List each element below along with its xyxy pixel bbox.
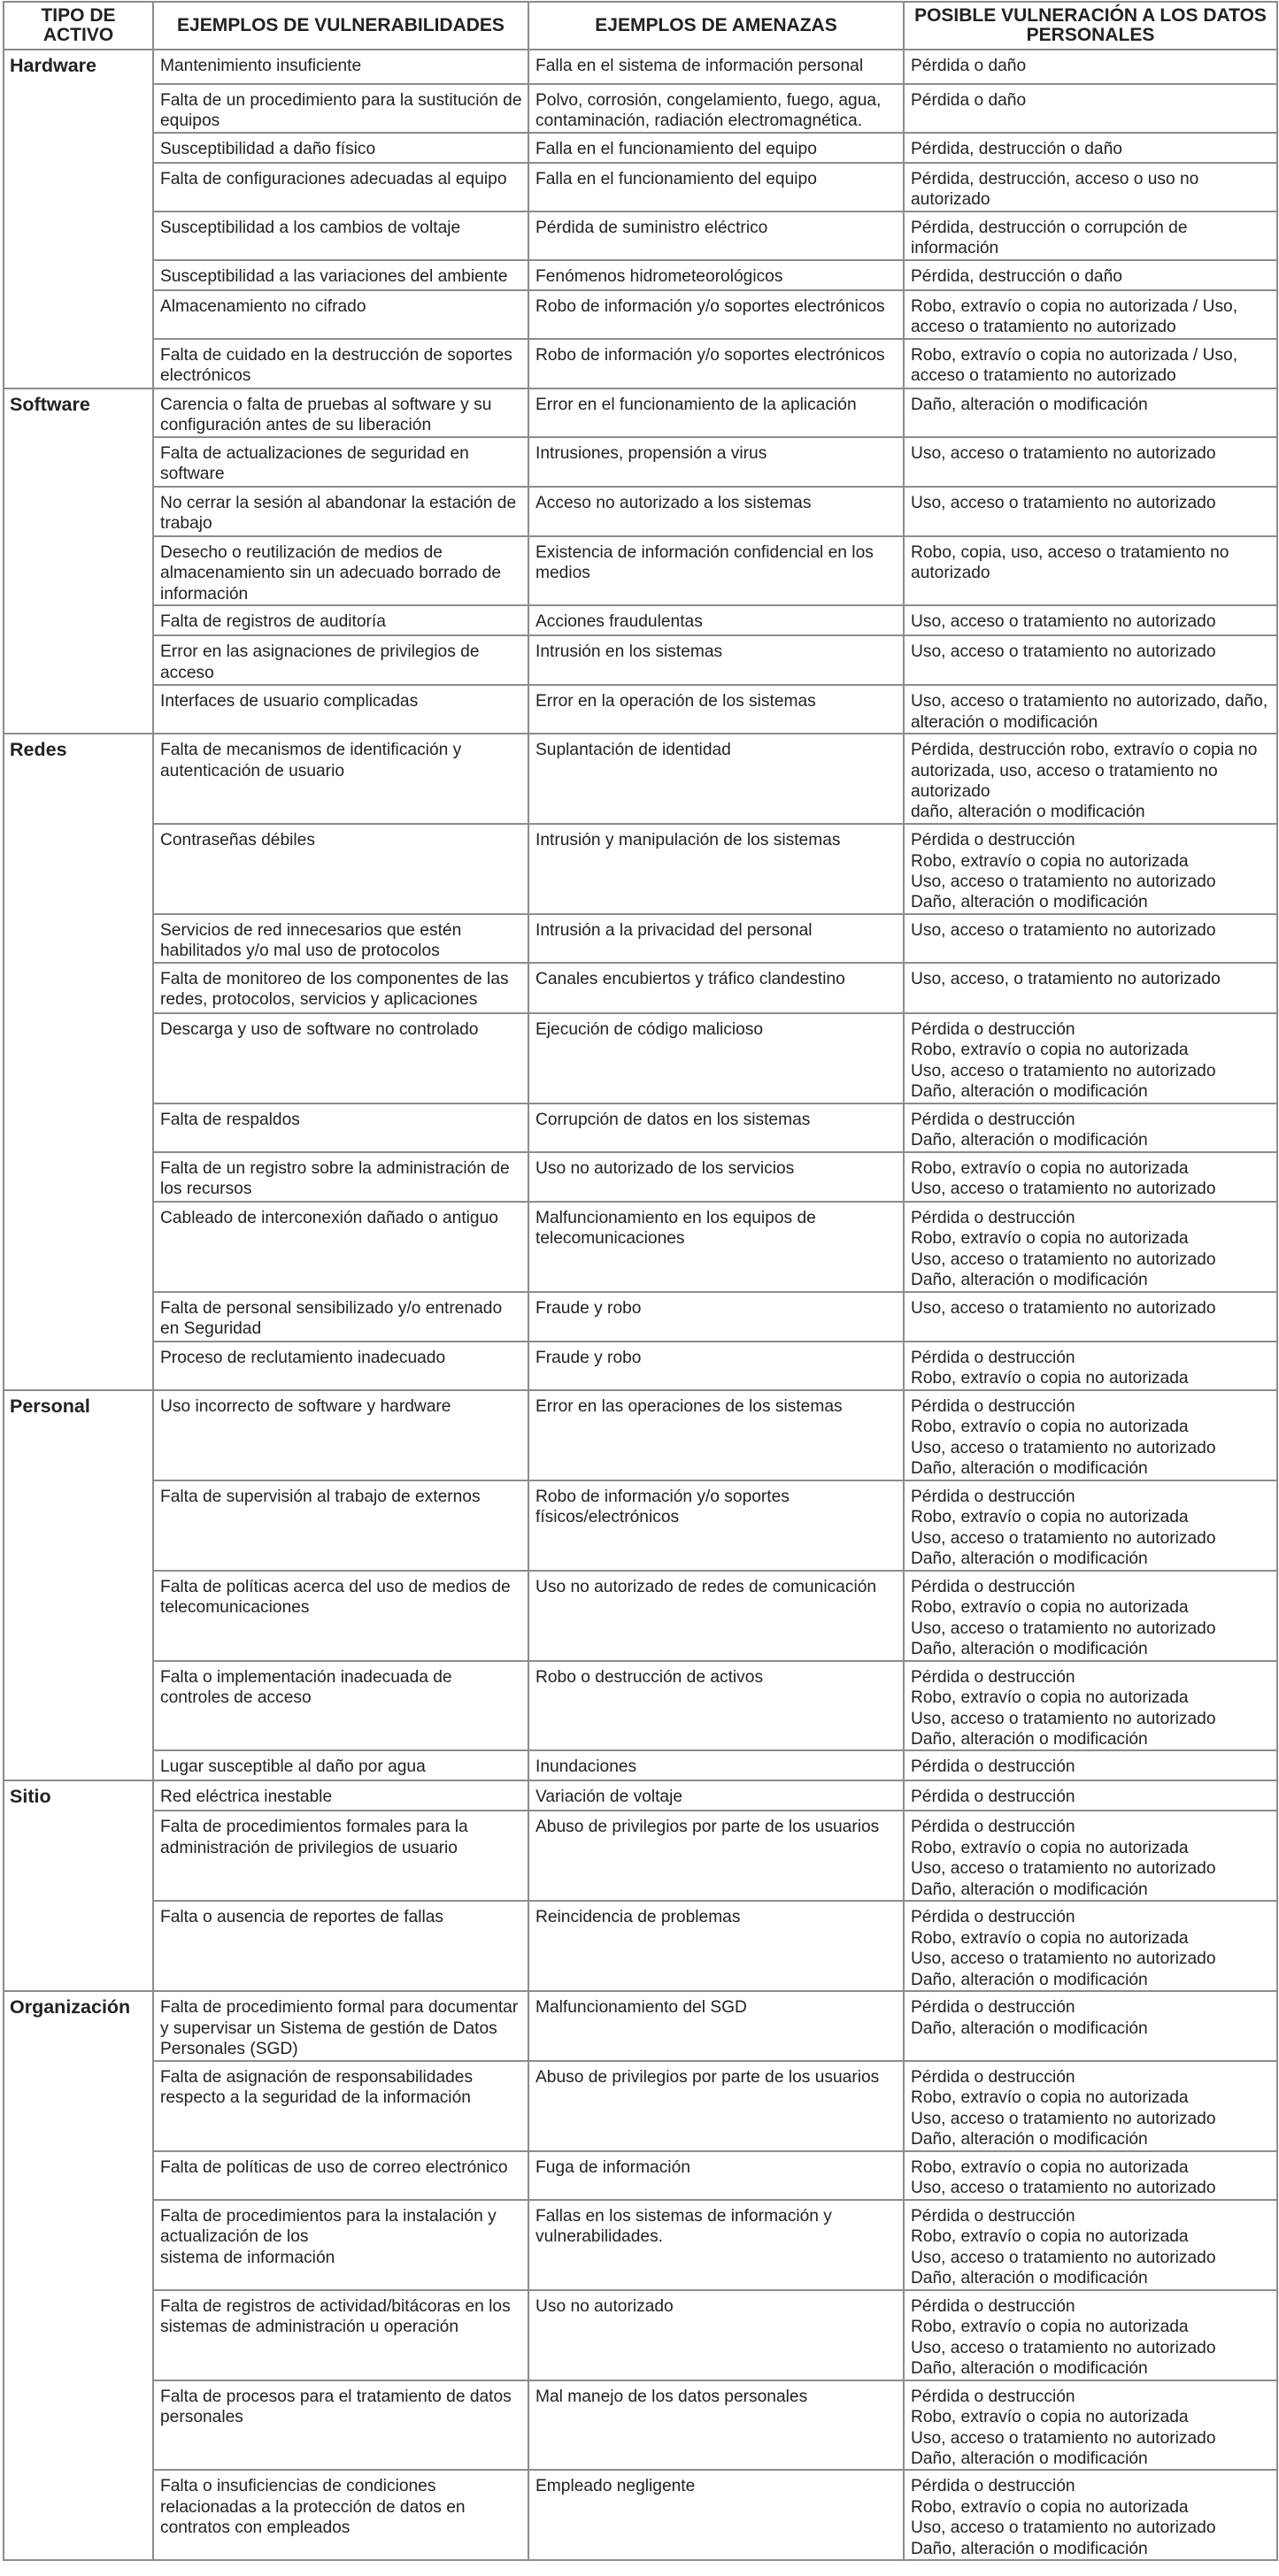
impact-line: Uso, acceso o tratamiento no autorizado, daño, alteración o modificación	[911, 692, 1268, 732]
impact-cell	[904, 388, 1277, 437]
table-row	[4, 1152, 1277, 1202]
impact-line: Robo, extravío o copia no autorizada	[911, 1158, 1189, 1178]
impact-cell	[904, 963, 1277, 1013]
threat-cell: Fallas en los sistemas de información y vulnerabilidades.	[528, 2200, 904, 2290]
vulnerability-cell: Servicios de red innecesarios que estén habilitados y/o mal uso de protocolos	[153, 914, 528, 963]
impact-cell	[904, 1750, 1277, 1780]
threat-cell: Uso no autorizado	[528, 2290, 904, 2380]
threat-cell: Pérdida de suministro eléctrico	[528, 211, 904, 260]
table-row	[4, 635, 1277, 685]
table-row	[4, 2380, 1277, 2471]
impact-line: Pérdida o daño	[911, 91, 1027, 110]
threat-cell: Robo de información y/o soportes físicos/electrónicos	[528, 1480, 904, 1571]
impact-cell	[904, 2470, 1277, 2560]
threat-cell: Intrusiones, propensión a virus	[528, 437, 904, 487]
vulnerability-cell: Falta de un registro sobre la administración de los recursos	[153, 1152, 528, 1202]
impact-line: Uso, acceso o tratamiento no autorizado	[911, 494, 1216, 512]
vulnerability-cell: Falta de personal sensibilizado y/o entrenado en Seguridad	[153, 1292, 528, 1342]
vulnerability-cell: Susceptibilidad a los cambios de voltaje	[153, 211, 528, 260]
impact-line: Robo, extravío o copia no autorizada	[911, 1598, 1189, 1618]
threat-cell: Abuso de privilegios por parte de los usuarios	[528, 1811, 904, 1901]
impact-line: Pérdida o destrucción	[911, 1348, 1075, 1367]
table-row	[4, 963, 1277, 1013]
vulnerability-cell: Red eléctrica inestable	[153, 1780, 528, 1811]
table-row	[4, 914, 1277, 963]
impact-cell	[904, 2200, 1277, 2290]
impact-line: Uso, acceso o tratamiento no autorizado	[911, 1949, 1216, 1969]
impact-line: Robo, extravío o copia no autorizada / Uso, acceso o tratamiento no autorizado	[911, 297, 1238, 337]
threat-cell: Inundaciones	[528, 1750, 904, 1780]
impact-line: Daño, alteración o modificación	[911, 1459, 1148, 1479]
impact-line: Uso, acceso o tratamiento no autorizado	[911, 1709, 1216, 1728]
impact-line: Robo, extravío o copia no autorizada	[911, 2088, 1189, 2108]
threat-cell: Acciones fraudulentas	[528, 605, 904, 635]
impact-line: Daño, alteración o modificación	[911, 2268, 1148, 2288]
vulnerability-cell: Cableado de interconexión dañado o antiguo	[153, 1202, 528, 1292]
impact-line: Uso, acceso o tratamiento no autorizado	[911, 2109, 1216, 2128]
vulnerability-cell: Susceptibilidad a las variaciones del ambiente	[153, 260, 528, 290]
threat-cell: Mal manejo de los datos personales	[528, 2380, 904, 2471]
impact-line: Robo, extravío o copia no autorizada	[911, 851, 1189, 871]
vulnerability-cell: Contraseñas débiles	[153, 824, 528, 914]
threat-cell: Fraude y robo	[528, 1292, 904, 1342]
impact-cell	[904, 1780, 1277, 1811]
vulnerability-cell: Falta de asignación de responsabilidades respecto a la seguridad de la información	[153, 2061, 528, 2151]
asset-type-cell: Organización	[4, 1991, 153, 2560]
threat-cell: Corrupción de datos en los sistemas	[528, 1103, 904, 1152]
impact-line: Robo, copia, uso, acceso o tratamiento no autorizado	[911, 543, 1229, 583]
impact-cell	[904, 50, 1277, 84]
impact-cell	[904, 605, 1277, 635]
impact-line: Pérdida o destrucción	[911, 1667, 1075, 1687]
impact-line: Daño, alteración o modificación	[911, 1970, 1148, 1989]
impact-cell	[904, 211, 1277, 260]
table-row	[4, 685, 1277, 734]
vulnerability-cell: Lugar susceptible al daño por agua	[153, 1750, 528, 1780]
vulnerability-cell: Interfaces de usuario complicadas	[153, 685, 528, 734]
header-row	[4, 2, 1277, 50]
impact-line: Uso, acceso o tratamiento no autorizado	[911, 2338, 1216, 2357]
impact-cell	[904, 1292, 1277, 1342]
impact-line: Uso, acceso o tratamiento no autorizado	[911, 873, 1216, 892]
vulnerability-cell: Falta de mecanismos de identificación y autenticación de usuario	[153, 734, 528, 824]
table-row	[4, 1342, 1277, 1390]
impact-line: Uso, acceso o tratamiento no autorizado	[911, 2179, 1216, 2198]
table-row	[4, 163, 1277, 211]
threat-cell: Malfuncionamiento en los equipos de telecomunicaciones	[528, 1202, 904, 1292]
impact-line: Uso, acceso o tratamiento no autorizado	[911, 920, 1216, 940]
vulnerability-cell: Susceptibilidad a daño físico	[153, 133, 528, 163]
vulnerability-cell: Falta de cuidado en la destrucción de soportes electrónicos	[153, 339, 528, 388]
impact-line: Daño, alteración o modificación	[911, 1082, 1148, 1102]
impact-cell	[904, 290, 1277, 339]
threat-cell: Uso no autorizado de los servicios	[528, 1152, 904, 1202]
impact-line: Pérdida, destrucción robo, extravío o copia no autorizada, uso, acceso o tratamiento no autorizado	[911, 741, 1258, 802]
impact-cell	[904, 2061, 1277, 2151]
impact-line: Pérdida o destrucción	[911, 1788, 1075, 1807]
vulnerability-cell: Descarga y uso de software no controlado	[153, 1013, 528, 1103]
asset-type-cell: Hardware	[4, 50, 153, 388]
header-personal-data-breach: POSIBLE VULNERACIÓN A LOS DATOS PERSONALES	[904, 2, 1277, 50]
threat-cell: Ejecución de código malicioso	[528, 1013, 904, 1103]
vulnerability-cell: Falta de registros de auditoría	[153, 605, 528, 635]
impact-line: Uso, acceso o tratamiento no autorizado	[911, 1528, 1216, 1548]
impact-cell	[904, 685, 1277, 734]
impact-line: Pérdida o destrucción	[911, 1208, 1075, 1227]
vulnerability-cell: Falta de configuraciones adecuadas al equipo	[153, 163, 528, 211]
vulnerability-cell: Falta de procedimiento formal para documentar y supervisar un Sistema de gestión de Datos Personales (SGD)	[153, 1991, 528, 2060]
impact-line: Pérdida o destrucción	[911, 2477, 1075, 2496]
vulnerability-cell: Almacenamiento no cifrado	[153, 290, 528, 339]
impact-cell	[904, 1390, 1277, 1480]
table-row	[4, 1480, 1277, 1571]
impact-line: Pérdida o destrucción	[911, 2206, 1075, 2226]
impact-cell	[904, 734, 1277, 824]
header-threat-examples: EJEMPLOS DE AMENAZAS	[528, 2, 904, 50]
threat-cell: Falla en el sistema de información personal	[528, 50, 904, 84]
impact-line: Daño, alteración o modificación	[911, 2019, 1148, 2038]
threat-cell: Fuga de información	[528, 2151, 904, 2200]
impact-line: Daño, alteración o modificación	[911, 396, 1148, 414]
threat-cell: Robo de información y/o soportes electrónicos	[528, 339, 904, 388]
impact-line: Robo, extravío o copia no autorizada	[911, 1508, 1189, 1527]
table-row	[4, 605, 1277, 635]
impact-cell	[904, 1152, 1277, 1202]
threat-cell: Intrusión a la privacidad del personal	[528, 914, 904, 963]
impact-line: Pérdida o destrucción	[911, 1110, 1075, 1129]
impact-line: Daño, alteración o modificación	[911, 1880, 1148, 1899]
impact-cell	[904, 1661, 1277, 1751]
threat-cell: Error en las operaciones de los sistemas	[528, 1390, 904, 1480]
impact-cell	[904, 1480, 1277, 1571]
impact-line: Uso, acceso o tratamiento no autorizado	[911, 2248, 1216, 2267]
impact-cell	[904, 635, 1277, 685]
threat-cell: Canales encubiertos y tráfico clandestino	[528, 963, 904, 1013]
impact-line: Robo, extravío o copia no autorizada	[911, 2408, 1189, 2427]
impact-cell	[904, 1571, 1277, 1661]
impact-line: Pérdida o destrucción	[911, 1019, 1075, 1039]
impact-line: Daño, alteración o modificación	[911, 1549, 1148, 1569]
vulnerability-cell: Falta de registros de actividad/bitácoras en los sistemas de administración u operación	[153, 2290, 528, 2380]
vulnerability-cell: Mantenimiento insuficiente	[153, 50, 528, 84]
vulnerability-cell: Falta o insuficiencias de condiciones relacionadas a la protección de datos en contratos con empleados	[153, 2470, 528, 2560]
vulnerability-line: Falta de procedimientos para la instalación y actualización de los	[160, 2206, 497, 2247]
threat-cell: Polvo, corrosión, congelamiento, fuego, agua, contaminación, radiación electromagnética.	[528, 84, 904, 133]
impact-line: Uso, acceso o tratamiento no autorizado	[911, 1250, 1216, 1269]
table-row	[4, 2151, 1277, 2200]
impact-line: Uso, acceso o tratamiento no autorizado	[911, 642, 1216, 662]
table-row	[4, 1292, 1277, 1342]
impact-line: Robo, extravío o copia no autorizada	[911, 2227, 1189, 2247]
vulnerability-line: sistema de información	[160, 2248, 335, 2267]
impact-cell	[904, 1013, 1277, 1103]
impact-line: Pérdida o destrucción	[911, 1998, 1075, 2018]
impact-line: daño, alteración o modificación	[911, 803, 1145, 822]
threat-cell: Error en la operación de los sistemas	[528, 685, 904, 734]
impact-line: Pérdida o daño	[911, 57, 1027, 75]
vulnerability-cell: Proceso de reclutamiento inadecuado	[153, 1342, 528, 1390]
impact-line: Uso, acceso o tratamiento no autorizado	[911, 1298, 1216, 1318]
threat-cell: Existencia de información confidencial en los medios	[528, 536, 904, 605]
impact-cell	[904, 1901, 1277, 1991]
vulnerability-cell: Uso incorrecto de software y hardware	[153, 1390, 528, 1480]
asset-type-cell: Software	[4, 388, 153, 734]
impact-line: Pérdida, destrucción o daño	[911, 267, 1122, 286]
table-row	[4, 2290, 1277, 2380]
table-row	[4, 1901, 1277, 1991]
vulnerability-cell: Falta de un procedimiento para la sustitución de equipos	[153, 84, 528, 133]
table-row	[4, 536, 1277, 605]
vulnerabilities-table	[3, 1, 1278, 2561]
table-row	[4, 388, 1277, 437]
impact-line: Uso, acceso o tratamiento no autorizado	[911, 2518, 1216, 2538]
impact-line: Uso, acceso o tratamiento no autorizado	[911, 1859, 1216, 1879]
threat-cell: Falla en el funcionamiento del equipo	[528, 133, 904, 163]
impact-cell	[904, 163, 1277, 211]
table-row	[4, 2470, 1277, 2560]
impact-line: Daño, alteración o modificación	[911, 2449, 1148, 2468]
table-row	[4, 339, 1277, 388]
table-row	[4, 1013, 1277, 1103]
impact-cell	[904, 1103, 1277, 1152]
impact-line: Uso, acceso o tratamiento no autorizado	[911, 1180, 1216, 1199]
header-asset-type: TIPO DE ACTIVO	[4, 2, 153, 50]
threat-cell: Fraude y robo	[528, 1342, 904, 1390]
vulnerability-cell: Falta o implementación inadecuada de controles de acceso	[153, 1661, 528, 1751]
impact-line: Robo, extravío o copia no autorizada	[911, 1418, 1189, 1437]
table-row	[4, 211, 1277, 260]
table-row	[4, 437, 1277, 487]
impact-cell	[904, 1991, 1277, 2060]
impact-line: Uso, acceso o tratamiento no autorizado	[911, 2428, 1216, 2448]
table-row	[4, 1750, 1277, 1780]
table-row	[4, 487, 1277, 536]
threat-cell: Robo o destrucción de activos	[528, 1661, 904, 1751]
table-row	[4, 1991, 1277, 2060]
impact-line: Pérdida o destrucción	[911, 1396, 1075, 1416]
impact-cell	[904, 437, 1277, 487]
table-row	[4, 84, 1277, 133]
threat-cell: Abuso de privilegios por parte de los usuarios	[528, 2061, 904, 2151]
table-row	[4, 1103, 1277, 1152]
threat-cell: Uso no autorizado de redes de comunicación	[528, 1571, 904, 1661]
impact-line: Pérdida o destrucción	[911, 1818, 1075, 1837]
impact-cell	[904, 84, 1277, 133]
threat-cell: Acceso no autorizado a los sistemas	[528, 487, 904, 536]
asset-type-cell: Personal	[4, 1390, 153, 1781]
impact-line: Pérdida o destrucción	[911, 1487, 1075, 1506]
impact-line: Robo, extravío o copia no autorizada	[911, 2497, 1189, 2517]
impact-cell	[904, 2380, 1277, 2471]
impact-line: Robo, extravío o copia no autorizada	[911, 1838, 1189, 1857]
impact-cell	[904, 824, 1277, 914]
table-row	[4, 260, 1277, 290]
impact-line: Uso, acceso o tratamiento no autorizado	[911, 612, 1216, 632]
impact-line: Daño, alteración o modificación	[911, 1730, 1148, 1749]
vulnerability-cell: Falta de políticas de uso de correo electrónico	[153, 2151, 528, 2200]
table-row	[4, 1202, 1277, 1292]
table-row	[4, 1390, 1277, 1480]
impact-line: Pérdida o destrucción	[911, 2296, 1075, 2316]
impact-line: Uso, acceso o tratamiento no autorizado	[911, 1061, 1216, 1080]
impact-cell	[904, 2290, 1277, 2380]
impact-line: Pérdida, destrucción o corrupción de información	[911, 219, 1188, 258]
impact-cell	[904, 133, 1277, 163]
impact-line: Robo, extravío o copia no autorizada	[911, 1928, 1189, 1948]
vulnerability-cell: Falta de monitoreo de los componentes de las redes, protocolos, servicios y aplicaciones	[153, 963, 528, 1013]
impact-cell	[904, 914, 1277, 963]
impact-line: Pérdida o destrucción	[911, 1757, 1075, 1777]
impact-line: Robo, extravío o copia no autorizada	[911, 1688, 1189, 1708]
impact-line: Daño, alteración o modificación	[911, 1271, 1148, 1290]
vulnerability-cell: Falta de supervisión al trabajo de externos	[153, 1480, 528, 1571]
impact-cell	[904, 260, 1277, 290]
threat-cell: Error en el funcionamiento de la aplicación	[528, 388, 904, 437]
impact-line: Robo, extravío o copia no autorizada	[911, 1229, 1189, 1249]
impact-line: Daño, alteración o modificación	[911, 2358, 1148, 2378]
threat-cell: Fenómenos hidrometeorológicos	[528, 260, 904, 290]
table-row	[4, 2200, 1277, 2290]
impact-cell	[904, 2151, 1277, 2200]
impact-line: Daño, alteración o modificación	[911, 893, 1148, 912]
impact-line: Uso, acceso o tratamiento no autorizado	[911, 444, 1216, 463]
impact-cell	[904, 1202, 1277, 1292]
impact-line: Daño, alteración o modificación	[911, 2129, 1148, 2149]
threat-cell: Intrusión en los sistemas	[528, 635, 904, 685]
impact-line: Uso, acceso o tratamiento no autorizado	[911, 1438, 1216, 1457]
impact-cell	[904, 339, 1277, 388]
asset-type-cell: Sitio	[4, 1780, 153, 1991]
impact-line: Uso, acceso o tratamiento no autorizado	[911, 1619, 1216, 1638]
table-row	[4, 290, 1277, 339]
table-row	[4, 50, 1277, 84]
vulnerability-cell: Falta de procesos para el tratamiento de datos personales	[153, 2380, 528, 2471]
impact-line: Robo, extravío o copia no autorizada	[911, 1369, 1189, 1388]
impact-line: Pérdida o destrucción	[911, 2387, 1075, 2406]
vulnerability-cell: Falta de respaldos	[153, 1103, 528, 1152]
impact-line: Robo, extravío o copia no autorizada	[911, 1041, 1189, 1060]
table-row	[4, 133, 1277, 163]
impact-line: Pérdida, destrucción, acceso o uso no autorizado	[911, 170, 1199, 210]
table-row	[4, 2061, 1277, 2151]
table-row	[4, 1571, 1277, 1661]
threat-cell: Intrusión y manipulación de los sistemas	[528, 824, 904, 914]
vulnerability-cell: No cerrar la sesión al abandonar la estación de trabajo	[153, 487, 528, 536]
table-row	[4, 734, 1277, 824]
threat-cell: Suplantación de identidad	[528, 734, 904, 824]
impact-line: Daño, alteración o modificación	[911, 1640, 1148, 1659]
asset-type-cell: Redes	[4, 734, 153, 1390]
vulnerability-cell: Desecho o reutilización de medios de almacenamiento sin un adecuado borrado de información	[153, 536, 528, 605]
threat-cell: Variación de voltaje	[528, 1780, 904, 1811]
vulnerability-cell: Carencia o falta de pruebas al software y su configuración antes de su liberación	[153, 388, 528, 437]
vulnerability-cell: Error en las asignaciones de privilegios de acceso	[153, 635, 528, 685]
impact-line: Pérdida o destrucción	[911, 2067, 1075, 2087]
table-row	[4, 1811, 1277, 1901]
impact-line: Daño, alteración o modificación	[911, 2539, 1148, 2558]
vulnerability-cell: Falta de políticas acerca del uso de medios de telecomunicaciones	[153, 1571, 528, 1661]
vulnerability-cell: Falta de actualizaciones de seguridad en software	[153, 437, 528, 487]
impact-line: Pérdida o destrucción	[911, 1908, 1075, 1927]
threat-cell: Robo de información y/o soportes electrónicos	[528, 290, 904, 339]
table-body	[4, 50, 1277, 2560]
impact-cell	[904, 1342, 1277, 1390]
impact-line: Daño, alteración o modificación	[911, 1131, 1148, 1150]
threat-cell: Malfuncionamiento del SGD	[528, 1991, 904, 2060]
vulnerability-cell: Falta o ausencia de reportes de fallas	[153, 1901, 528, 1991]
impact-cell	[904, 487, 1277, 536]
threat-cell: Reincidencia de problemas	[528, 1901, 904, 1991]
impact-line: Robo, extravío o copia no autorizada	[911, 2157, 1189, 2177]
impact-line: Uso, acceso, o tratamiento no autorizado	[911, 969, 1221, 988]
header-vulnerability-examples: EJEMPLOS DE VULNERABILIDADES	[153, 2, 528, 50]
table-row	[4, 824, 1277, 914]
impact-line: Pérdida o destrucción	[911, 1577, 1075, 1596]
impact-line: Pérdida, destrucción o daño	[911, 140, 1122, 158]
impact-line: Robo, extravío o copia no autorizada	[911, 2318, 1189, 2337]
vulnerability-cell	[153, 2200, 528, 2290]
table-row	[4, 1661, 1277, 1751]
table-row	[4, 1780, 1277, 1811]
vulnerability-cell: Falta de procedimientos formales para la administración de privilegios de usuario	[153, 1811, 528, 1901]
threat-cell: Falla en el funcionamiento del equipo	[528, 163, 904, 211]
impact-cell	[904, 1811, 1277, 1901]
vulnerabilities-table-container	[3, 1, 1276, 2573]
threat-cell: Empleado negligente	[528, 2470, 904, 2560]
impact-line: Pérdida o destrucción	[911, 831, 1075, 850]
impact-cell	[904, 536, 1277, 605]
impact-line: Robo, extravío o copia no autorizada / Uso, acceso o tratamiento no autorizado	[911, 346, 1238, 386]
